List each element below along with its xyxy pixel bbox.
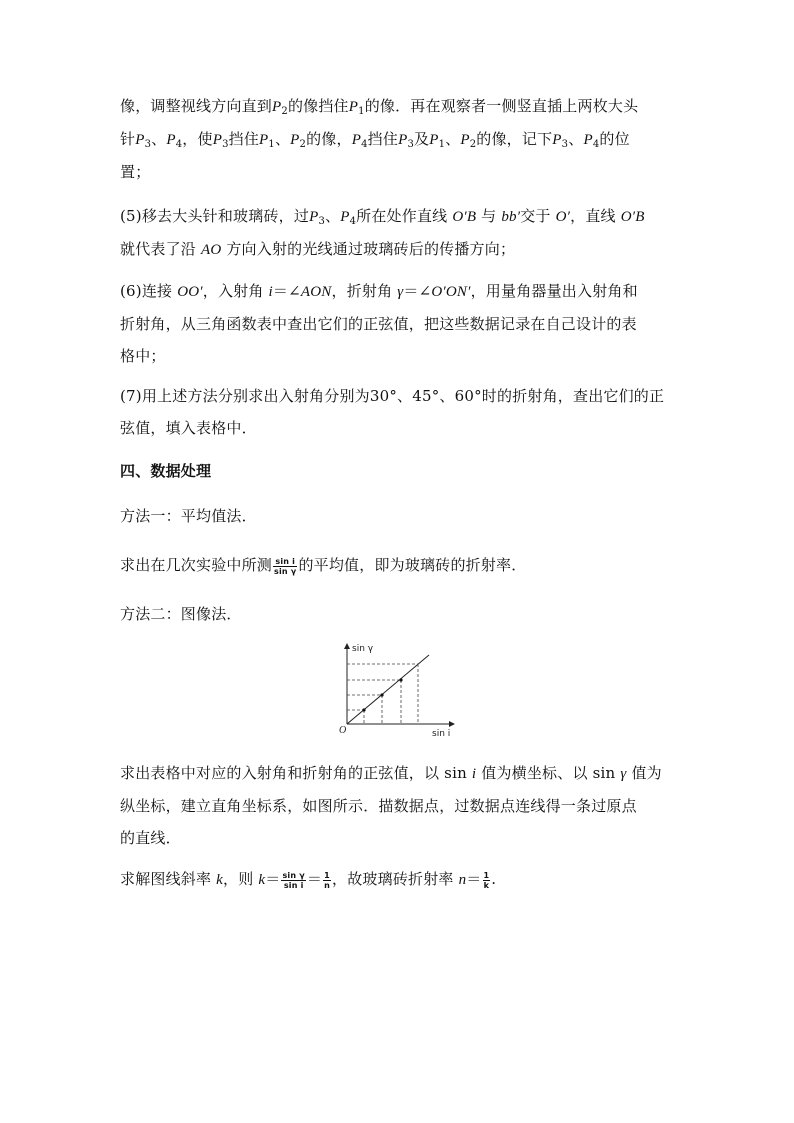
fraction-one-over-k: $\frac{1}{k}$ [483,870,490,890]
fit-line [347,655,429,724]
paragraph-step7: (7)用上述方法分别求出入射角分别为30°、45°、60°时的折射角，查出它们的正 弦值，填入表格中． [120,387,665,437]
paragraph-step4-continued: 像，调整视线方向直到$P_2$的像挡住$P_1$的像．再在观察者一侧竖直插上两枚大头 针$P_3$、$P_4$，使$P_3$挡住$P_1$、$P_2$的像，$P_4$挡住$P_3$及$P_1$、$P_2$的像，记下$P_3$、$P_4$的位 置； [120,97,639,181]
data-point [399,678,402,681]
method-two-title: 方法二：图像法． [120,605,242,623]
paragraph-step6: (6)连接 OO′，入射角 i＝∠AON，折射角 γ＝∠O′ON′，用量角器量出入射角和 折射角，从三角函数表中查出它们的正弦值，把这些数据记录在自己设计的表 格中； [120,282,638,365]
sin-graph-diagram [336,640,458,742]
fraction-sin-i-over-sin-gamma: $\frac{\text{sin i}}{\text{sin γ}}$ [274,556,297,576]
paragraph-method-one: 求出在几次实验中所测 $\frac{\text{sin i}}{\text{sin γ}}$ 的平均值，即为玻璃砖的折射率． [120,556,527,576]
fraction-one-over-n: $\frac{1}{n}$ [324,870,331,890]
data-point [362,708,365,711]
paragraph-step5: (5)移去大头针和玻璃砖，过$P_3$、$P_4$所在处作直线 O′B 与 bb′交于 O′，直线 O′B 就代表了沿 AO 方向入射的光线通过玻璃砖后的传播方向； [120,207,645,258]
data-point [380,693,383,696]
paragraph-graph-method: 求出表格中对应的入射角和折射角的正弦值，以 sin i 值为横坐标、以 sin γ 值为 纵坐标，建立直角坐标系，如图所示．描数据点，过数据点连线得一条过原点 的直线． [120,764,662,847]
x-axis-label: sin i [432,729,451,739]
method-one-title: 方法一：平均值法． [120,507,257,525]
y-axis-label: sin γ [352,644,374,654]
paragraph-slope: 求解图线斜率 k，则 k＝ $\frac{\text{sin γ}}{\text{sin i}}$ ＝ $\frac{1}{n}$ ，故玻璃砖折射率 n＝ $\frac{1}{k}$ . [120,870,497,890]
section-heading-data-processing: 四、数据处理 [120,462,212,480]
fraction-sin-gamma-over-sin-i: $\frac{\text{sin γ}}{\text{sin i}}$ [282,870,305,890]
origin-label: O [339,725,347,736]
